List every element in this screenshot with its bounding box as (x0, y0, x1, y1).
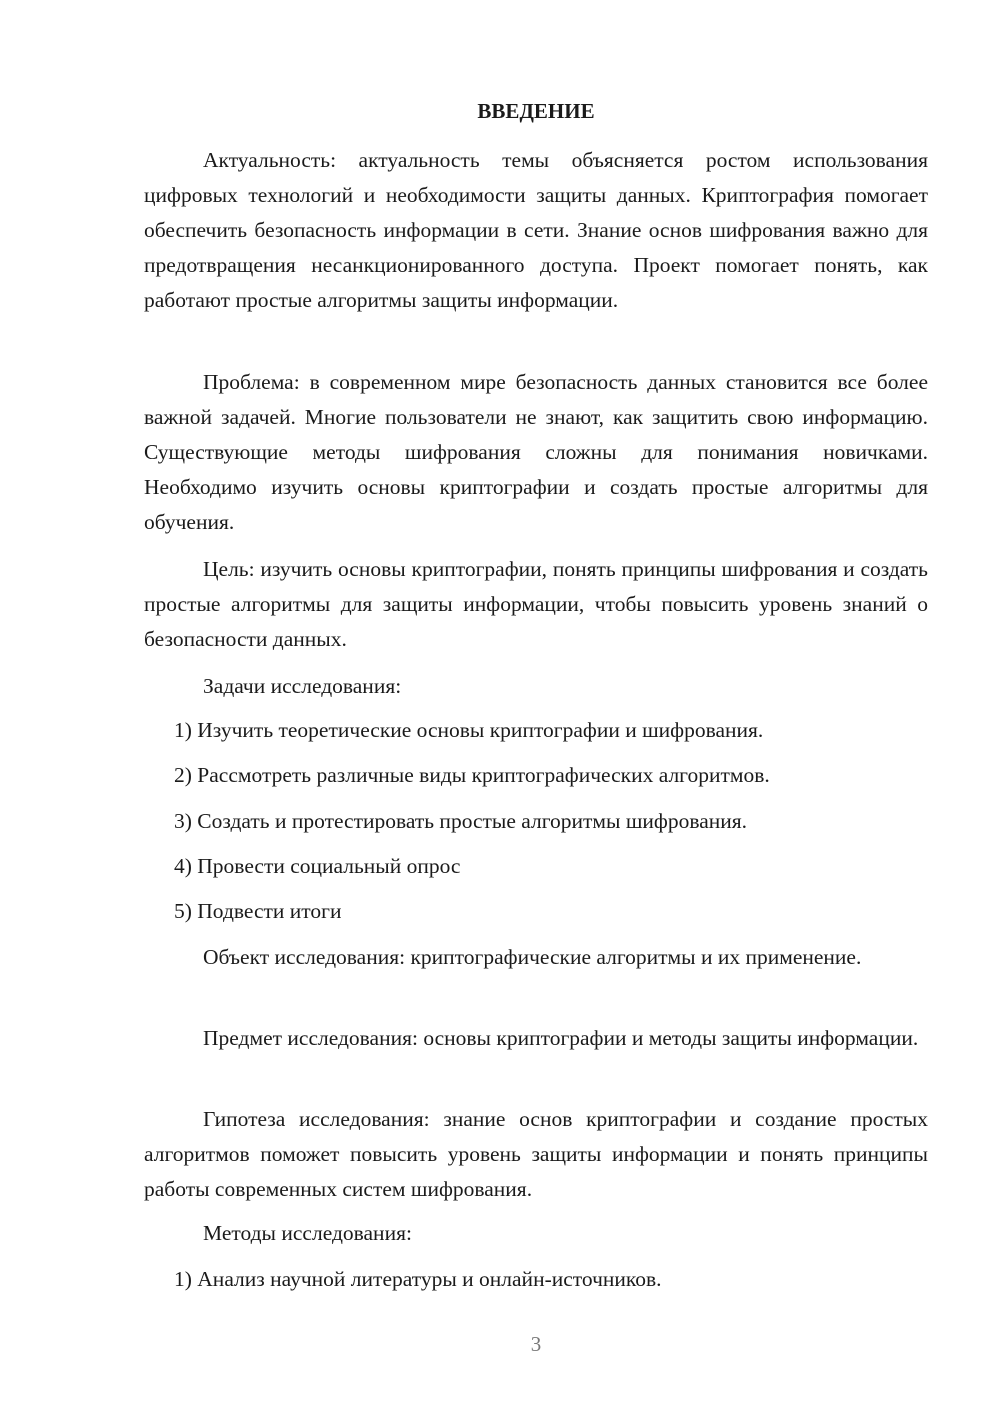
tasks-label: Задачи исследования: (203, 674, 402, 698)
task-item: 1) Изучить теоретические основы криптографии и шифрования. (174, 718, 764, 742)
task-item: 2) Рассмотреть различные виды криптографических алгоритмов. (174, 763, 770, 787)
paragraph-problem: Проблема: в современном мире безопасность данных становится все более важной задачей. Многие пользователи не знают, как защитить свою информацию. Существующие методы шифрования сложны для понимания новичками. Необходимо изучить основы криптографии и создать простые алгоритмы для обучения. (144, 370, 928, 534)
paragraph-relevance: Актуальность: актуальность темы объясняется ростом использования цифровых технологий и необходимости защиты данных. Криптография помогает обеспечить безопасность информации в сети. Знание основ шифрования важно для предотвращения несанкционированного доступа. Проект помогает понять, как работают простые алгоритмы защиты информации. (144, 148, 928, 312)
task-item: 3) Создать и протестировать простые алгоритмы шифрования. (174, 809, 748, 833)
page-number: 3 (530, 1332, 542, 1356)
paragraph-subject: Предмет исследования: основы криптографии и методы защиты информации. (203, 1026, 919, 1050)
paragraph-object: Объект исследования: криптографические алгоритмы и их применение. (203, 945, 862, 969)
task-item: 5) Подвести итоги (174, 899, 342, 923)
methods-label: Методы исследования: (203, 1221, 412, 1245)
paragraph-hypothesis: Гипотеза исследования: знание основ криптографии и создание простых алгоритмов поможет повысить уровень защиты информации и понять принципы работы современных систем шифрования. (144, 1107, 928, 1201)
document-page (144, 0, 928, 1414)
method-item: 1) Анализ научной литературы и онлайн-источников. (174, 1267, 662, 1291)
paragraph-goal: Цель: изучить основы криптографии, понять принципы шифрования и создать простые алгоритмы для защиты информации, чтобы повысить уровень знаний о безопасности данных. (144, 557, 928, 651)
task-item: 4) Провести социальный опрос (174, 854, 461, 878)
page-title: ВВЕДЕНИЕ (477, 99, 595, 123)
